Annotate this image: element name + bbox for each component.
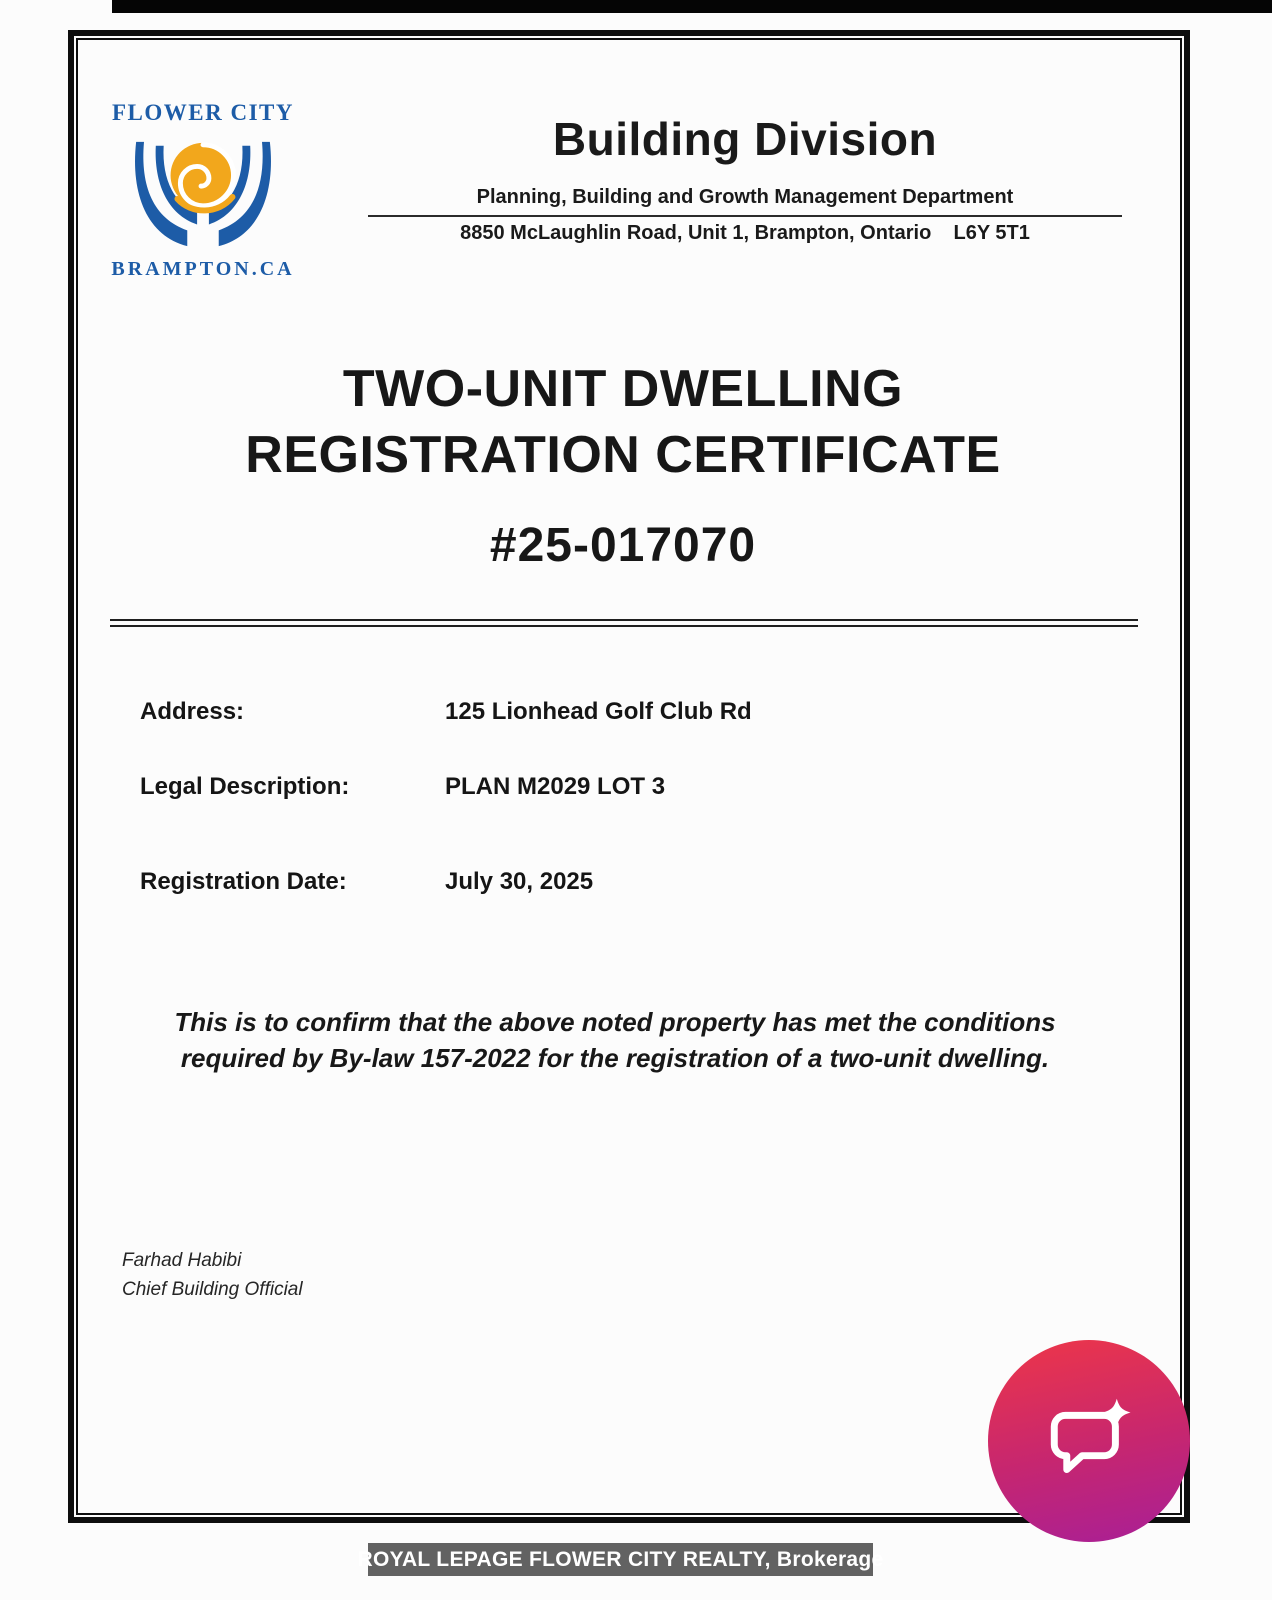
signatory-name: Farhad Habibi	[122, 1250, 242, 1271]
department-header	[360, 112, 1130, 245]
header-address: 8850 McLaughlin Road, Unit 1, Brampton, Ontario L6Y 5T1	[460, 222, 1030, 244]
certificate-title-line1: TWO-UNIT DWELLING	[342, 360, 904, 418]
confirmation-line1: This is to confirm that the above noted property has met the conditions	[174, 1007, 1056, 1037]
signatory-title: Chief Building Official	[122, 1279, 303, 1300]
confirmation-text	[115, 1004, 1115, 1076]
scan-edge-strip	[112, 0, 1272, 13]
certificate-title-line2: REGISTRATION CERTIFICATE	[245, 426, 1001, 484]
registration-date-value: July 30, 2025	[445, 868, 594, 895]
chat-sparkle-icon	[1039, 1389, 1139, 1494]
certificate-number: #25-017070	[489, 519, 757, 572]
legal-description-label: Legal Description:	[140, 773, 350, 800]
field-row-registration-date	[140, 868, 1100, 896]
brampton-logo	[108, 100, 298, 281]
logo-brampton-ca-text: BRAMPTON.CA	[111, 258, 295, 280]
field-row-legal-description	[140, 773, 1100, 801]
header-department: Planning, Building and Growth Management Department	[476, 186, 1014, 208]
field-row-address	[140, 698, 1100, 726]
brokerage-watermark-text: ROYAL LEPAGE FLOWER CITY REALTY, Brokerage	[357, 1547, 884, 1571]
certificate-title-block	[68, 356, 1178, 573]
header-divider	[368, 215, 1122, 217]
address-value: 125 Lionhead Golf Club Rd	[445, 698, 752, 725]
registration-date-label: Registration Date:	[140, 868, 347, 895]
signature-block	[122, 1246, 303, 1304]
photo-comment-badge	[988, 1340, 1190, 1542]
section-divider	[110, 619, 1138, 627]
legal-description-value: PLAN M2029 LOT 3	[445, 773, 666, 800]
header-title: Building Division	[552, 113, 938, 165]
address-label: Address:	[140, 698, 245, 725]
flower-city-rose-icon	[128, 134, 278, 252]
logo-flower-city-text: FLOWER CITY	[112, 100, 294, 125]
brokerage-watermark	[357, 1543, 884, 1576]
confirmation-line2: required by By-law 157-2022 for the registration of a two-unit dwelling.	[180, 1043, 1050, 1073]
